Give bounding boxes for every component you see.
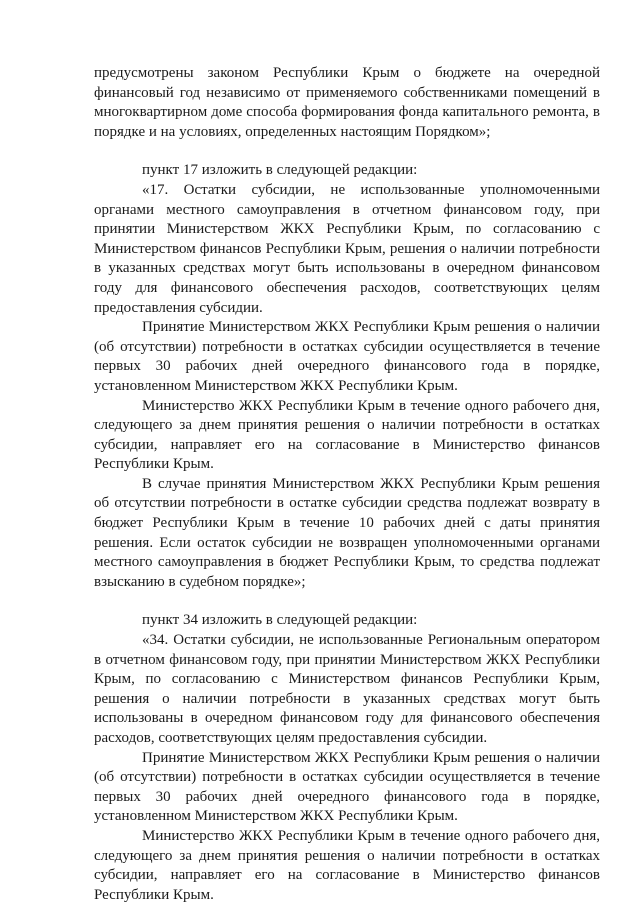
paragraph-item-34-text: «34. Остатки субсидии, не использованные Региональным оператором в отчетном финансовом году, при принятии Министерством ЖКХ Республики Крым, по согласованию с Министерством финансов Республики Крым, решения о наличии потребности в указанных средствах могут быть использованы в очередном финансовом году для финансового обеспечения расходов, соответствующих целям предоставления субсидии. bbox=[94, 632, 600, 746]
paragraph-item-17-refund: В случае принятия Министерством ЖКХ Республики Крым решения об отсутствии потребности в остатке субсидии средства подлежат возврату в бюджет Республики Крым в течение 10 рабочих дней с даты принятия решения. Если остаток субсидии не возвращен уполномоченными органами местного самоуправления в бюджет Республики Крым, то средства подлежат взысканию в судебном порядке»; bbox=[94, 475, 600, 590]
paragraph-item-34-decision: Принятие Министерством ЖКХ Республики Крым решения о наличии (об отсутствии) потребности в остатках субсидии осуществляется в течение первых 30 рабочих дней очередного финансового года в порядке, установленном Министерством ЖКХ Республики Крым. bbox=[94, 749, 600, 825]
paragraph-item-17-text: «17. Остатки субсидии, не использованные уполномоченными органами местного самоуправления в отчетном финансовом году, при принятии Министерством ЖКХ Республики Крым, по согласованию с Министерством финансов Республики Крым, решения о наличии потребности в указанных средствах могут быть использованы в очередном финансовом году для финансового обеспечения расходов, соответствующих целям предоставления субсидии. bbox=[94, 181, 600, 316]
paragraph-item-17-heading: пункт 17 изложить в следующей редакции: bbox=[142, 162, 418, 179]
paragraph-continuation: предусмотрены законом Республики Крым о бюджете на очередной финансовый год независимо от применяемого собственниками помещений в многоквартирном доме способа формирования фонда капитального ремонта, в порядке и на условиях, определенных настоящим Порядком»; bbox=[94, 65, 600, 140]
paragraph-item-17-decision: Принятие Министерством ЖКХ Республики Крым решения о наличии (об отсутствии) потребности в остатках субсидии осуществляется в течение первых 30 рабочих дней очередного финансового года в порядке, установленном Министерством ЖКХ Республики Крым. bbox=[94, 319, 600, 394]
paragraph-gap bbox=[94, 592, 600, 611]
paragraph-item-34-heading: пункт 34 изложить в следующей редакции: bbox=[142, 612, 418, 629]
paragraph-item-34-approval: Министерство ЖКХ Республики Крым в течение одного рабочего дня, следующего за днем принятия решения о наличии потребности в остатках субсидии, направляет его на согласование в Министерство финансов Республики Крым. bbox=[94, 827, 600, 903]
paragraph-gap bbox=[94, 142, 600, 161]
document-page bbox=[94, 64, 600, 905]
paragraph-item-17-approval: Министерство ЖКХ Республики Крым в течение одного рабочего дня, следующего за днем принятия решения о наличии потребности в остатках субсидии, направляет его на согласование в Министерство финансов Республики Крым. bbox=[94, 397, 600, 473]
